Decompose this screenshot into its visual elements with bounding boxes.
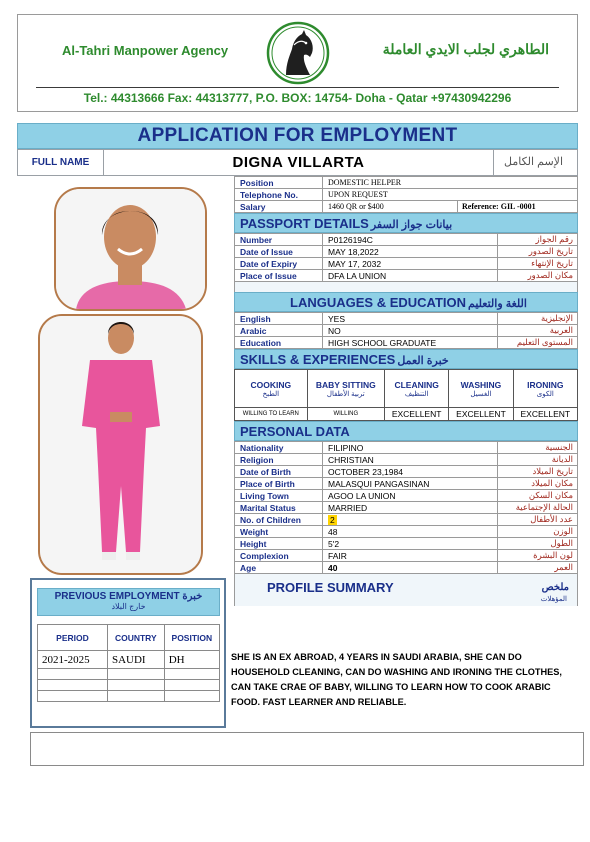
profile-title-ar: ملخص <box>541 582 569 593</box>
full-body-photo <box>38 314 203 575</box>
telephone-value: UPON REQUEST <box>323 189 578 201</box>
telephone-label: Telephone No. <box>235 189 323 201</box>
full-name-label: FULL NAME <box>18 150 104 175</box>
religion-label: Religion <box>235 454 323 466</box>
full-name-label-ar: الإسم الكامل <box>504 156 563 168</box>
children-label: No. of Children <box>235 514 323 526</box>
nationality-value: FILIPINO <box>323 442 498 454</box>
previous-employment-title-ar: خبرة <box>182 591 203 602</box>
languages-title-ar: اللغة والتعليم <box>468 298 527 310</box>
height-label-ar: الطول <box>498 538 578 550</box>
skills-title: SKILLS & EXPERIENCES <box>240 352 396 367</box>
issue-place-value: DFA LA UNION <box>323 270 498 282</box>
page-title: APPLICATION FOR EMPLOYMENT <box>17 123 578 149</box>
living-town-value: AGOO LA UNION <box>323 490 498 502</box>
previous-employment-title: PREVIOUS EMPLOYMENT <box>54 591 180 602</box>
table-row <box>38 691 220 702</box>
previous-employment-table <box>37 624 220 702</box>
column-header-period: PERIOD <box>38 625 108 651</box>
passport-number-label-ar: رقم الجواز <box>498 234 578 246</box>
living-town-label: Living Town <box>235 490 323 502</box>
nationality-label: Nationality <box>235 442 323 454</box>
portrait-photo <box>54 187 207 311</box>
profile-title-ar2: المؤهلات <box>540 596 567 603</box>
skill-value-baby-sitting: WILLING <box>307 408 384 421</box>
employment-position: DH <box>164 651 219 669</box>
english-label: English <box>235 313 323 325</box>
skill-value-washing: EXCELLENT <box>449 408 513 421</box>
full-name-value: DIGNA VILLARTA <box>104 150 494 175</box>
birth-date-label: Date of Birth <box>235 466 323 478</box>
arabic-value: NO <box>323 325 498 337</box>
skills-title-ar: خبرة العمل <box>397 355 449 367</box>
complexion-label-ar: لون البشرة <box>498 550 578 562</box>
agency-header <box>17 14 578 112</box>
marital-status-value: MARRIED <box>323 502 498 514</box>
nationality-label-ar: الجنسية <box>498 442 578 454</box>
details-column <box>234 176 578 606</box>
arabic-label: Arabic <box>235 325 323 337</box>
arabic-label-ar: العربية <box>498 325 578 337</box>
agency-contact: Tel.: 44313666 Fax: 44313777, P.O. BOX: 14754- Doha - Qatar +97430942296 <box>83 91 512 105</box>
employment-country: SAUDI <box>107 651 164 669</box>
birth-place-label-ar: مكان الميلاد <box>498 478 578 490</box>
skill-header-cooking: COOKING الطبخ <box>235 370 308 408</box>
education-value: HIGH SCHOOL GRADUATE <box>323 337 498 349</box>
skill-header-washing: WASHING الغسيل <box>449 370 513 408</box>
children-label-ar: عدد الأطفال <box>498 514 578 526</box>
age-label-ar: العمر <box>498 562 578 574</box>
previous-employment-header <box>37 588 220 616</box>
profile-title: PROFILE SUMMARY <box>267 580 394 595</box>
skill-value-cleaning: EXCELLENT <box>384 408 448 421</box>
personal-table <box>234 441 578 574</box>
column-header-country: COUNTRY <box>107 625 164 651</box>
birth-place-value: MALASQUI PANGASINAN <box>323 478 498 490</box>
header-divider <box>36 87 559 88</box>
skill-header-baby-sitting: BABY SITTING تربية الأطفال <box>307 370 384 408</box>
birth-date-label-ar: تاريخ الميلاد <box>498 466 578 478</box>
birth-date-value: OCTOBER 23,1984 <box>323 466 498 478</box>
position-value: DOMESTIC HELPER <box>323 177 578 189</box>
expiry-date-label-ar: تاريخ الإنتهاء <box>498 258 578 270</box>
height-value: 5'2 <box>323 538 498 550</box>
education-label-ar: المستوى التعليم <box>498 337 578 349</box>
marital-status-label: Marital Status <box>235 502 323 514</box>
issue-place-label-ar: مكان الصدور <box>498 270 578 282</box>
salary-value: 1460 QR or $400 <box>323 201 458 213</box>
expiry-date-value: MAY 17, 2032 <box>323 258 498 270</box>
languages-title: LANGUAGES & EDUCATION <box>290 295 467 310</box>
living-town-label-ar: مكان السكن <box>498 490 578 502</box>
passport-number-label: Number <box>235 234 323 246</box>
weight-value: 48 <box>323 526 498 538</box>
age-label: Age <box>235 562 323 574</box>
agency-name-en: Al-Tahri Manpower Agency <box>62 43 229 58</box>
passport-section-header <box>234 213 578 233</box>
horse-head-logo-icon <box>266 21 330 85</box>
age-value: 40 <box>323 562 498 574</box>
skills-section-header <box>234 349 578 369</box>
passport-title-ar: بيانات جواز السفر <box>370 219 453 231</box>
skill-header-ironing: IRONING الكوى <box>513 370 577 408</box>
full-name-row <box>17 149 578 176</box>
column-header-position: POSITION <box>164 625 219 651</box>
religion-value: CHRISTIAN <box>323 454 498 466</box>
issue-date-label-ar: تاريخ الصدور <box>498 246 578 258</box>
previous-employment-box <box>30 578 226 728</box>
issue-place-label: Place of Issue <box>235 270 323 282</box>
skill-value-cooking: WILLING TO LEARN <box>235 408 308 421</box>
children-value: 2 <box>330 514 335 525</box>
weight-label: Weight <box>235 526 323 538</box>
complexion-value: FAIR <box>323 550 498 562</box>
birth-place-label: Place of Birth <box>235 478 323 490</box>
issue-date-label: Date of Issue <box>235 246 323 258</box>
position-label: Position <box>235 177 323 189</box>
table-row <box>38 669 220 680</box>
profile-section-header <box>234 574 578 606</box>
previous-employment-title-ar2: خارج البلاد <box>111 602 146 611</box>
passport-number-value: P0126194C <box>323 234 498 246</box>
salary-label: Salary <box>235 201 323 213</box>
profile-summary-text: SHE IS AN EX ABROAD, 4 YEARS IN SAUDI ARABIA, SHE CAN DO HOUSEHOLD CLEANING, CAN DO WASHING AND IRONING THE CLOTHES, CAN TAKE CRAE OF BABY, WILLING TO LEARN HOW TO COOK ARABIC FOOD. FAST LEARNER AND RELIABLE. <box>231 652 562 707</box>
weight-label-ar: الوزن <box>498 526 578 538</box>
personal-section-header <box>234 421 578 441</box>
spacer <box>234 282 578 292</box>
skills-table <box>234 369 578 421</box>
languages-section-header <box>234 292 578 312</box>
complexion-label: Complexion <box>235 550 323 562</box>
personal-title: PERSONAL DATA <box>240 424 350 439</box>
languages-table <box>234 312 578 349</box>
position-table <box>234 176 578 213</box>
skill-value-ironing: EXCELLENT <box>513 408 577 421</box>
education-label: Education <box>235 337 323 349</box>
bottom-empty-box <box>30 732 584 766</box>
expiry-date-label: Date of Expiry <box>235 258 323 270</box>
english-value: YES <box>323 313 498 325</box>
religion-label-ar: الديانة <box>498 454 578 466</box>
passport-table <box>234 233 578 282</box>
skill-header-cleaning: CLEANING التنظيف <box>384 370 448 408</box>
employment-period: 2021-2025 <box>38 651 108 669</box>
english-label-ar: الإنجليزية <box>498 313 578 325</box>
agency-name-ar: الطاهري لجلب الايدي العاملة <box>382 41 549 57</box>
issue-date-value: MAY 18,2022 <box>323 246 498 258</box>
height-label: Height <box>235 538 323 550</box>
table-row <box>38 651 220 669</box>
passport-title: PASSPORT DETAILS <box>240 216 369 231</box>
reference-number: Reference: GIL -0001 <box>458 201 578 213</box>
marital-status-label-ar: الحالة الإجتماعية <box>498 502 578 514</box>
table-row <box>38 680 220 691</box>
